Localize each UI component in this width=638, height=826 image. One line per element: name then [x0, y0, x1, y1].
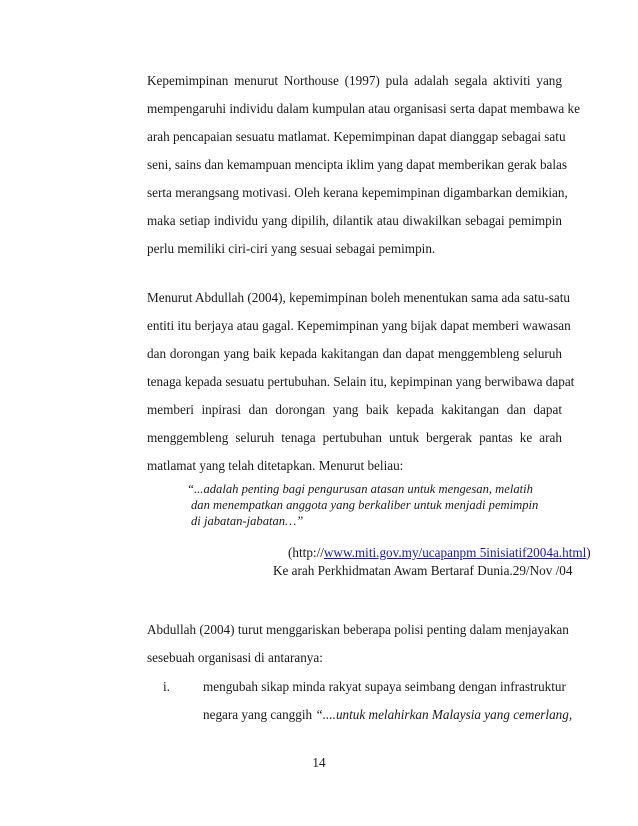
block-quote-line: “...adalah penting bagi pengurusan atasan untuk mengesan, melatih — [187, 482, 533, 496]
reference-source: Ke arah Perkhidmatan Awam Bertaraf Dunia.29/Nov /04 — [273, 563, 573, 578]
list-item-number: i. — [163, 679, 170, 694]
reference-link[interactable]: www.miti.gov.my/ucapanpm 5inisiatif2004a.html — [323, 545, 587, 560]
paragraph-3-line: Abdullah (2004) turut menggariskan beberapa polisi penting dalam menjayakan — [147, 622, 569, 637]
list-item-italic-text: “....untuk melahirkan Malaysia yang cemerlang, — [315, 707, 573, 722]
paragraph-3-line: sesebuah organisasi di antaranya: — [147, 650, 323, 665]
paragraph-2-line: dan dorongan yang baik kepada kakitangan dan dapat menggembleng seluruh — [147, 346, 562, 361]
paragraph-2-line: memberi inpirasi dan dorongan yang baik kepada kakitangan dan dapat — [147, 402, 562, 417]
paragraph-2-line: entiti itu berjaya atau gagal. Kepemimpinan yang bijak dapat memberi wawasan — [147, 318, 571, 333]
paragraph-1-line: serta merangsang motivasi. Oleh kerana kepemimpinan digambarkan demikian, — [147, 185, 568, 200]
list-item-text: negara yang canggih — [203, 707, 316, 722]
block-quote-line: dan menempatkan anggota yang berkaliber untuk menjadi pemimpin — [191, 498, 539, 512]
paragraph-2-line: tenaga kepada sesuatu pertubuhan. Selain itu, kepimpinan yang berwibawa dapat — [147, 374, 575, 389]
paragraph-1-line: arah pencapaian sesuatu matlamat. Kepemimpinan dapat dianggap sebagai satu — [147, 129, 566, 144]
reference-open: (http:// — [288, 545, 324, 560]
paragraph-1-line: seni, sains dan kemampuan mencipta iklim yang dapat memberikan gerak balas — [147, 157, 568, 172]
paragraph-1-line: mempengaruhi individu dalam kumpulan atau organisasi serta dapat membawa ke — [147, 101, 580, 116]
paragraph-1-line: Kepemimpinan menurut Northouse (1997) pula adalah segala aktiviti yang — [147, 73, 562, 88]
paragraph-2-line: menggembleng seluruh tenaga pertubuhan untuk bergerak pantas ke arah — [147, 430, 562, 445]
list-item-line — [203, 707, 573, 723]
paragraph-2-line: matlamat yang telah ditetapkan. Menurut beliau: — [147, 458, 404, 473]
reference-close: ) — [586, 545, 591, 560]
paragraph-1-line: maka setiap individu yang dipilih, dilantik atau diwakilkan sebagai pemimpin — [147, 213, 562, 228]
list-item-line: mengubah sikap minda rakyat supaya seimbang dengan infrastruktur — [203, 679, 566, 694]
paragraph-1-line: perlu memiliki ciri-ciri yang sesuai sebagai pemimpin. — [147, 241, 436, 256]
page-number: 14 — [312, 755, 326, 770]
block-quote-line: di jabatan-jabatan…” — [191, 514, 304, 528]
reference-url-line — [288, 545, 591, 561]
paragraph-2-line: Menurut Abdullah (2004), kepemimpinan boleh menentukan sama ada satu-satu — [147, 290, 570, 305]
